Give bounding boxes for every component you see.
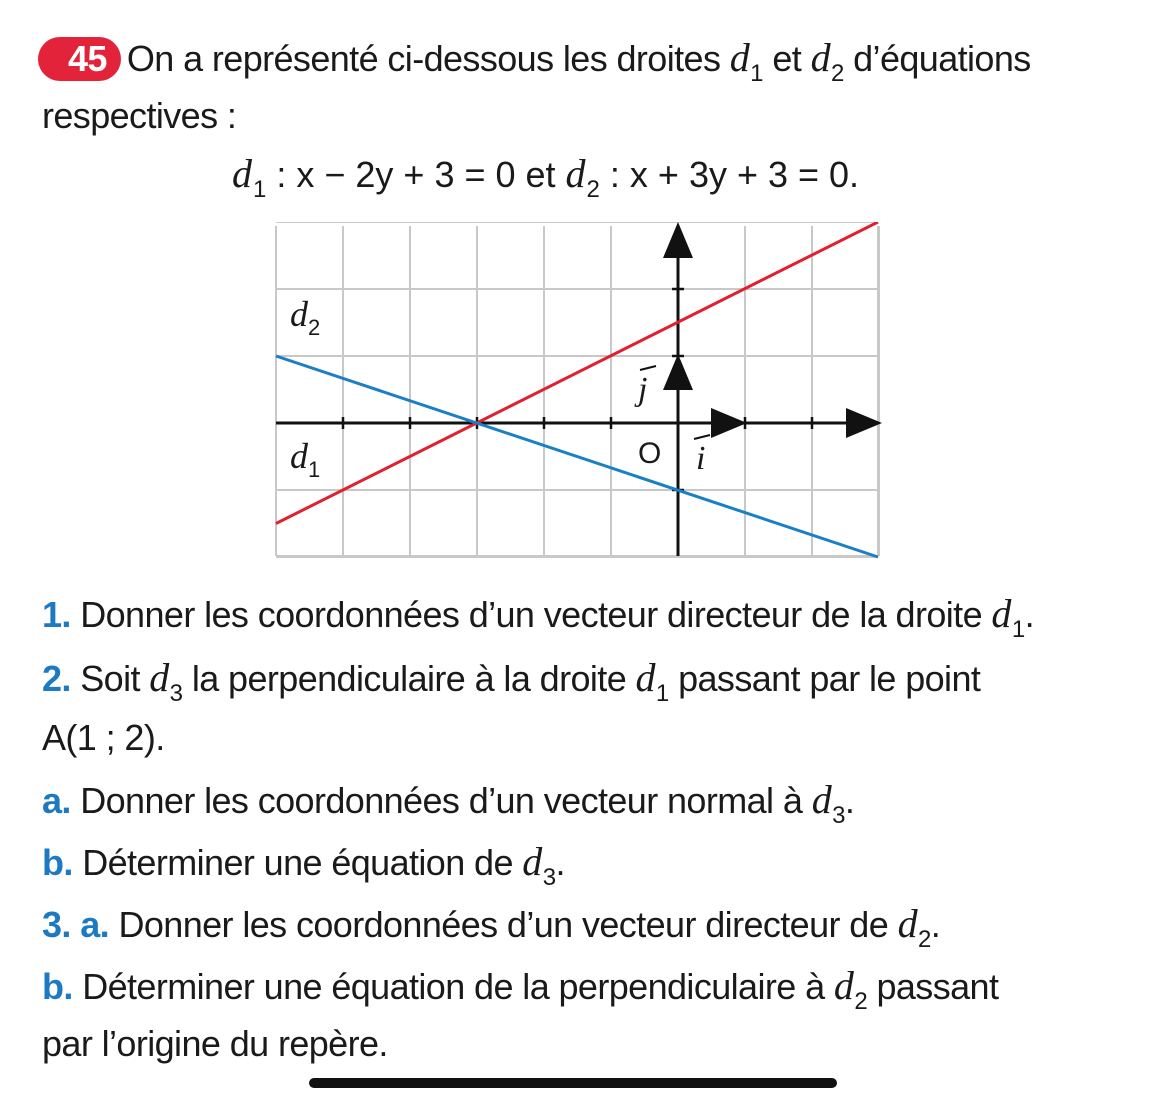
q3-d2-symbol: $d_2$	[897, 901, 931, 953]
arrow-over-i	[694, 435, 710, 439]
question-3a: 3. a. Donner les coordonnées d’un vecteur directeur de $d_2$.	[42, 901, 941, 953]
eq-and: et	[515, 154, 566, 195]
home-indicator[interactable]	[309, 1078, 837, 1088]
grid	[276, 222, 879, 557]
intro-line-2: respectives :	[42, 95, 237, 136]
question-3b: b. Déterminer une équation de la perpendiculaire à $d_2$ passant	[42, 963, 999, 1015]
exercise-number-badge: 45	[38, 37, 121, 81]
coordinate-graph	[270, 222, 882, 562]
question-2-point: A(1 ; 2).	[42, 717, 165, 758]
eq-d1: : x − 2y + 3 = 0	[266, 154, 516, 195]
q3b-d2-symbol: $d_2$	[833, 963, 868, 1015]
label-vector-j: j	[638, 371, 648, 408]
label-d1: $d_1$	[290, 436, 321, 482]
d1-symbol: $d_1$	[729, 35, 763, 87]
arrow-over-j	[640, 366, 656, 370]
eq-d2-symbol: $d_2$	[565, 151, 600, 203]
label-vector-i: i	[696, 440, 706, 477]
line-d2	[276, 356, 878, 557]
d2-symbol: $d_2$	[810, 35, 844, 87]
question-2a: a. Donner les coordonnées d’un vecteur normal à $d_3$.	[42, 777, 855, 829]
question-1: 1. Donner les coordonnées d’un vecteur directeur de la droite $d_1$.	[42, 591, 1034, 643]
label-origin: O	[638, 437, 662, 470]
qa-d3-symbol: $d_3$	[811, 777, 845, 829]
intro-text-1: On a représenté ci-dessous les droites	[126, 38, 730, 79]
question-3b-line2: par l’origine du repère.	[42, 1023, 388, 1064]
qb-d3-symbol: $d_3$	[522, 839, 556, 891]
exercise-intro	[42, 36, 1128, 96]
q2-d1-symbol: $d_1$	[635, 655, 669, 707]
label-d2: $d_2$	[290, 294, 321, 340]
eq-d2: : x + 3y + 3 = 0.	[599, 154, 860, 195]
eq-d1-symbol: $d_1$	[232, 151, 267, 203]
q1-d1-symbol: $d_1$	[991, 591, 1025, 643]
intro-and: et	[762, 38, 811, 79]
axes	[276, 228, 876, 556]
intro-text-2: d’équations	[843, 38, 1031, 79]
question-2: 2. Soit $d_3$ la perpendiculaire à la droite $d_1$ passant par le point	[42, 655, 981, 707]
q2-d3-symbol: $d_3$	[149, 655, 183, 707]
question-2b: b. Déterminer une équation de $d_3$.	[42, 839, 565, 891]
equations-line	[232, 152, 859, 212]
line-d1	[276, 222, 878, 524]
